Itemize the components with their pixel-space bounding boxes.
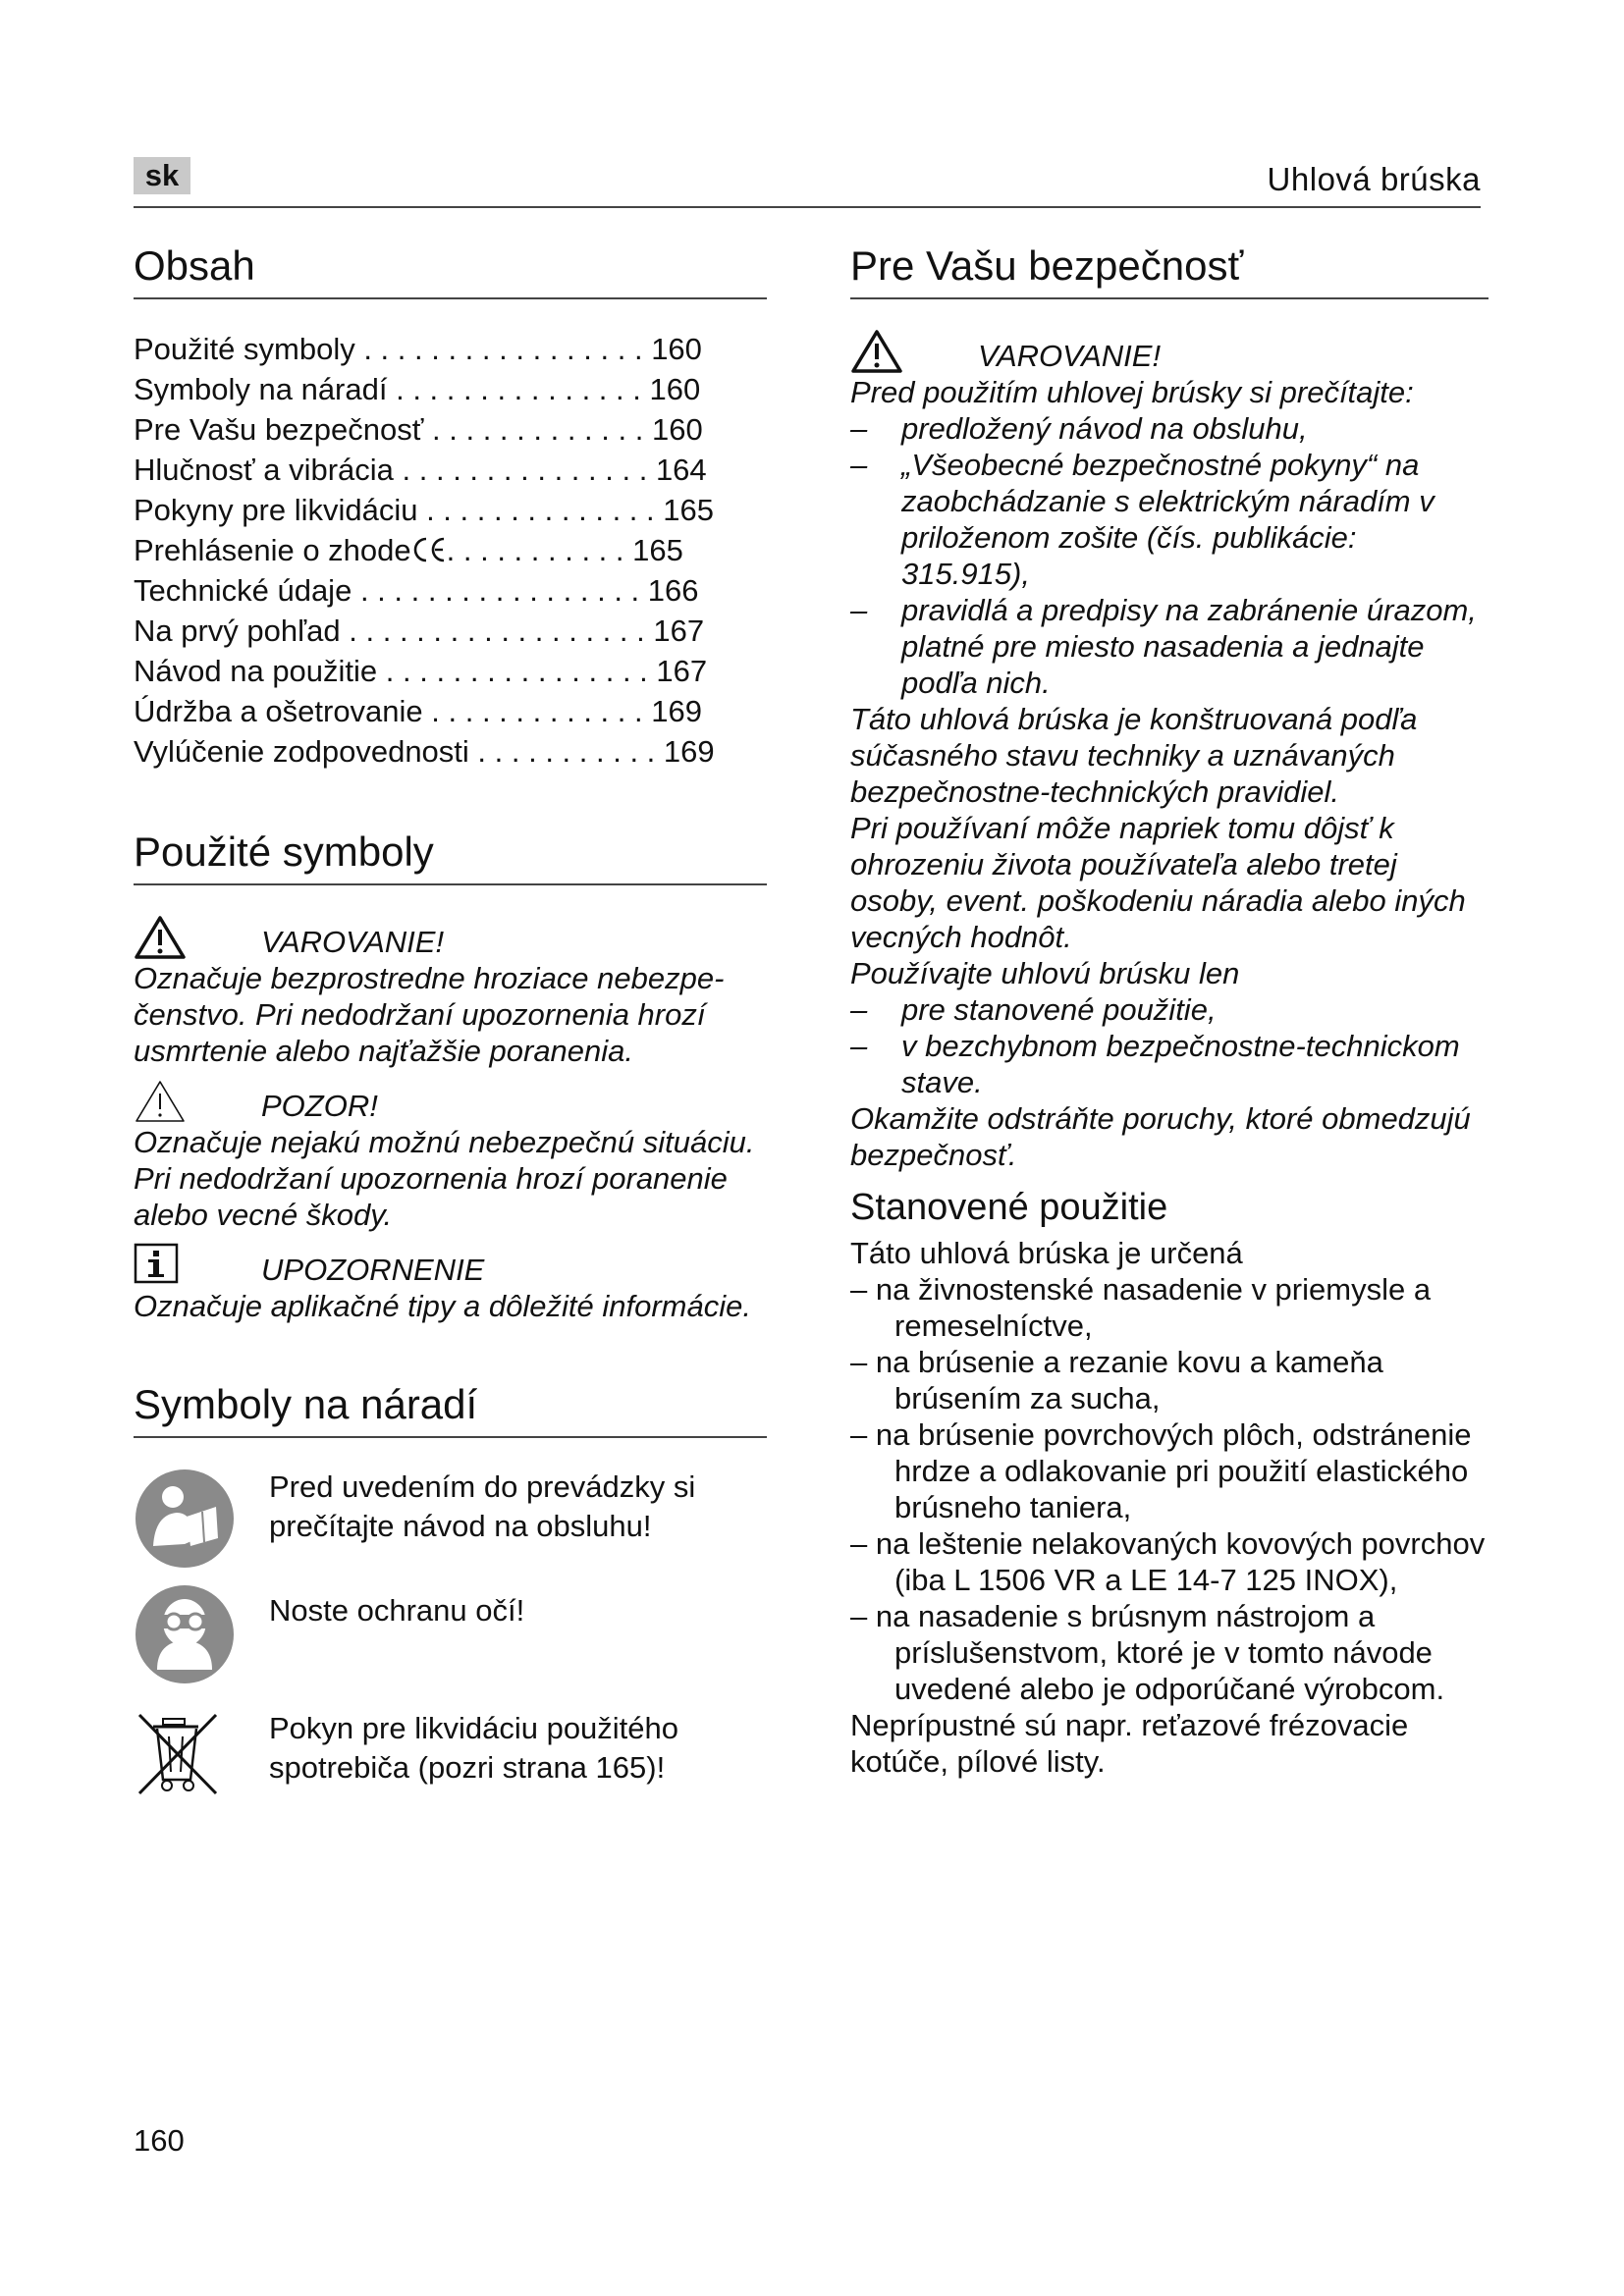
toc-item-page: 167 [653,614,705,648]
right-column [850,240,1489,1780]
caution-label: POZOR! [261,1089,378,1123]
toc-item-dots: . . . . . . . . . . . . . . . [393,453,648,487]
language-badge: sk [134,157,190,194]
toc-item-page: 165 [632,533,683,567]
list-item: – predložený návod na obsluhu, [850,410,1489,447]
safety-paragraph: Používajte uhlovú brúsku len [850,956,1240,990]
page-header [134,157,1481,208]
table-of-contents [134,329,767,772]
tool-symbol-row [134,1709,767,1817]
read-manual-icon [134,1468,236,1570]
safety-intro: Pred použitím uhlovej brúsky si prečítajte: [850,375,1414,409]
document-title: Uhlová brúska [1267,161,1481,197]
warning-label: VAROVANIE! [261,925,445,959]
toc-item[interactable] [134,691,767,731]
toc-item-label: Návod na použitie [134,654,378,688]
toc-item-page: 160 [651,412,703,447]
toc-item-page: 160 [649,372,701,406]
toc-item-dots: . . . . . . . . . . . [446,533,624,567]
safety-paragraph: Pri používaní môže napriek tomu dôjsť k ohrozeniu života používateľa alebo tretej osoby, event. poškodeniu náradia alebo iných vecných hodnôt. [850,811,1466,954]
caution-description: Označuje nejakú možnú nebezpečnú situáciu. Pri nedodržaní upozornenia hrozí poranenie alebo vecné škody. [134,1125,755,1232]
tool-symbols-title: Symboly na náradí [134,1379,767,1438]
toc-item[interactable] [134,329,767,369]
page-number: 160 [134,2123,185,2158]
caution-triangle-icon [134,1079,187,1124]
toc-item-label: Technické údaje [134,573,352,608]
toc-item-label: Prehlásenie o zhode [134,533,411,567]
toc-item-dots: . . . . . . . . . . . . . . [417,493,655,527]
toc-item-label: Na prvý pohľad [134,614,341,648]
tool-symbol-text: Pokyn pre likvidáciu použitého spotrebiča (pozri strana 165)! [269,1711,679,1785]
toc-item-dots: . . . . . . . . . . . . . . . . . [354,332,643,366]
toc-item-page: 169 [663,734,715,769]
intended-use-intro: Táto uhlová brúska je určená [850,1236,1243,1270]
toc-item-label: Hlučnosť a vibrácia [134,453,394,487]
toc-item[interactable] [134,450,767,490]
list-item: – „Všeobecné bezpečnostné pokyny“ na zaobchádzanie s elektrickým náradím v priloženom zošite (čís. publikácie: 315.915), [850,447,1489,592]
toc-item[interactable] [134,530,767,570]
tool-symbol-row [134,1468,767,1575]
list-item: – na brúsenie a rezanie kovu a kameňa brúsením za sucha, [850,1345,1383,1415]
list-item: – na živnostenské nasadenie v priemysle a remeselníctve, [850,1272,1432,1343]
list-item: – v bezchybnom bezpečnostne-technickom stave. [850,1028,1489,1100]
toc-item-dots: . . . . . . . . . . . . . [423,412,644,447]
tool-symbol-row [134,1583,767,1691]
list-item: – na brúsenie povrchových plôch, odstránenie hrdze a odlakovanie pri použití elastického brúsneho taniera, [850,1417,1472,1524]
warning-triangle-icon [134,915,187,960]
left-column [134,240,767,1825]
symbol-warning [134,915,767,1069]
tool-symbol-text: Noste ochranu očí! [269,1593,525,1628]
toc-item-label: Použité symboly [134,332,355,366]
list-item: – pravidlá a predpisy na zabránenie úrazom, platné pre miesto nasadenia a jednajte podľa nich. [850,592,1489,701]
list-item: – na leštenie nelakovaných kovových povrchov (iba L 1506 VR a LE 14-7 125 INOX), [850,1526,1486,1597]
toc-item-dots: . . . . . . . . . . . . . . . . [377,654,648,688]
toc-item[interactable] [134,490,767,530]
safety-warning-label: VAROVANIE! [978,339,1162,373]
toc-item-label: Symboly na náradí [134,372,388,406]
safety-warning-heading [850,329,1489,374]
toc-item[interactable] [134,570,767,611]
tool-symbol-text: Pred uvedením do prevádzky si prečítajte návod na obsluhu! [269,1469,696,1543]
weee-bin-icon [134,1709,222,1797]
intended-use-outro: Neprípustné sú napr. reťazové frézovacie kotúče, pílové listy. [850,1708,1409,1779]
toc-item-page: 166 [647,573,699,608]
toc-item-label: Pokyny pre likvidáciu [134,493,418,527]
notice-label: UPOZORNENIE [261,1253,485,1287]
toc-item-dots: . . . . . . . . . . . . . . . . . [352,573,640,608]
safety-paragraph: Okamžite odstráňte poruchy, ktoré obmedzujú bezpečnosť. [850,1101,1471,1172]
toc-item-page: 165 [663,493,714,527]
toc-item-dots: . . . . . . . . . . . . . . . [387,372,641,406]
safety-paragraph: Táto uhlová brúska je konštruovaná podľa súčasného stavu techniky a uznávaných bezpečnostne-technických pravidiel. [850,702,1418,809]
toc-item[interactable] [134,369,767,409]
toc-item[interactable] [134,409,767,450]
warning-description: Označuje bezprostredne hroziace nebezpe-čenstvo. Pri nedodržaní upozornenia hrozí usmrtenie alebo najťažšie poranenia. [134,961,725,1068]
safety-title: Pre Vašu bezpečnosť [850,240,1489,299]
symbol-caution [134,1079,767,1233]
symbols-title: Použité symboly [134,827,767,885]
warning-triangle-icon [850,329,903,374]
list-item: – pre stanovené použitie, [850,991,1489,1028]
toc-item-dots: . . . . . . . . . . . . . [422,694,643,728]
toc-item-page: 169 [651,694,702,728]
toc-item[interactable] [134,731,767,772]
toc-item-label: Vylúčenie zodpovednosti [134,734,469,769]
toc-title: Obsah [134,240,767,299]
toc-item-dots: . . . . . . . . . . . [468,734,656,769]
intended-use-title: Stanovené použitie [850,1187,1168,1228]
toc-item-page: 167 [656,654,708,688]
symbol-notice [134,1243,767,1324]
eye-protection-icon [134,1583,236,1685]
info-icon [134,1243,179,1284]
list-item: – na nasadenie s brúsnym nástrojom a príslušenstvom, ktoré je v tomto návode uvedené alebo je odporúčané výrobcom. [850,1599,1445,1706]
toc-item-page: 160 [651,332,702,366]
toc-item-dots: . . . . . . . . . . . . . . . . . . [340,614,645,648]
toc-item[interactable] [134,611,767,651]
ce-mark-icon [413,536,447,563]
toc-item-label: Pre Vašu bezpečnosť [134,412,424,447]
toc-item[interactable] [134,651,767,691]
toc-item-page: 164 [655,453,707,487]
notice-description: Označuje aplikačné tipy a dôležité informácie. [134,1289,751,1323]
toc-item-label: Údržba a ošetrovanie [134,694,423,728]
